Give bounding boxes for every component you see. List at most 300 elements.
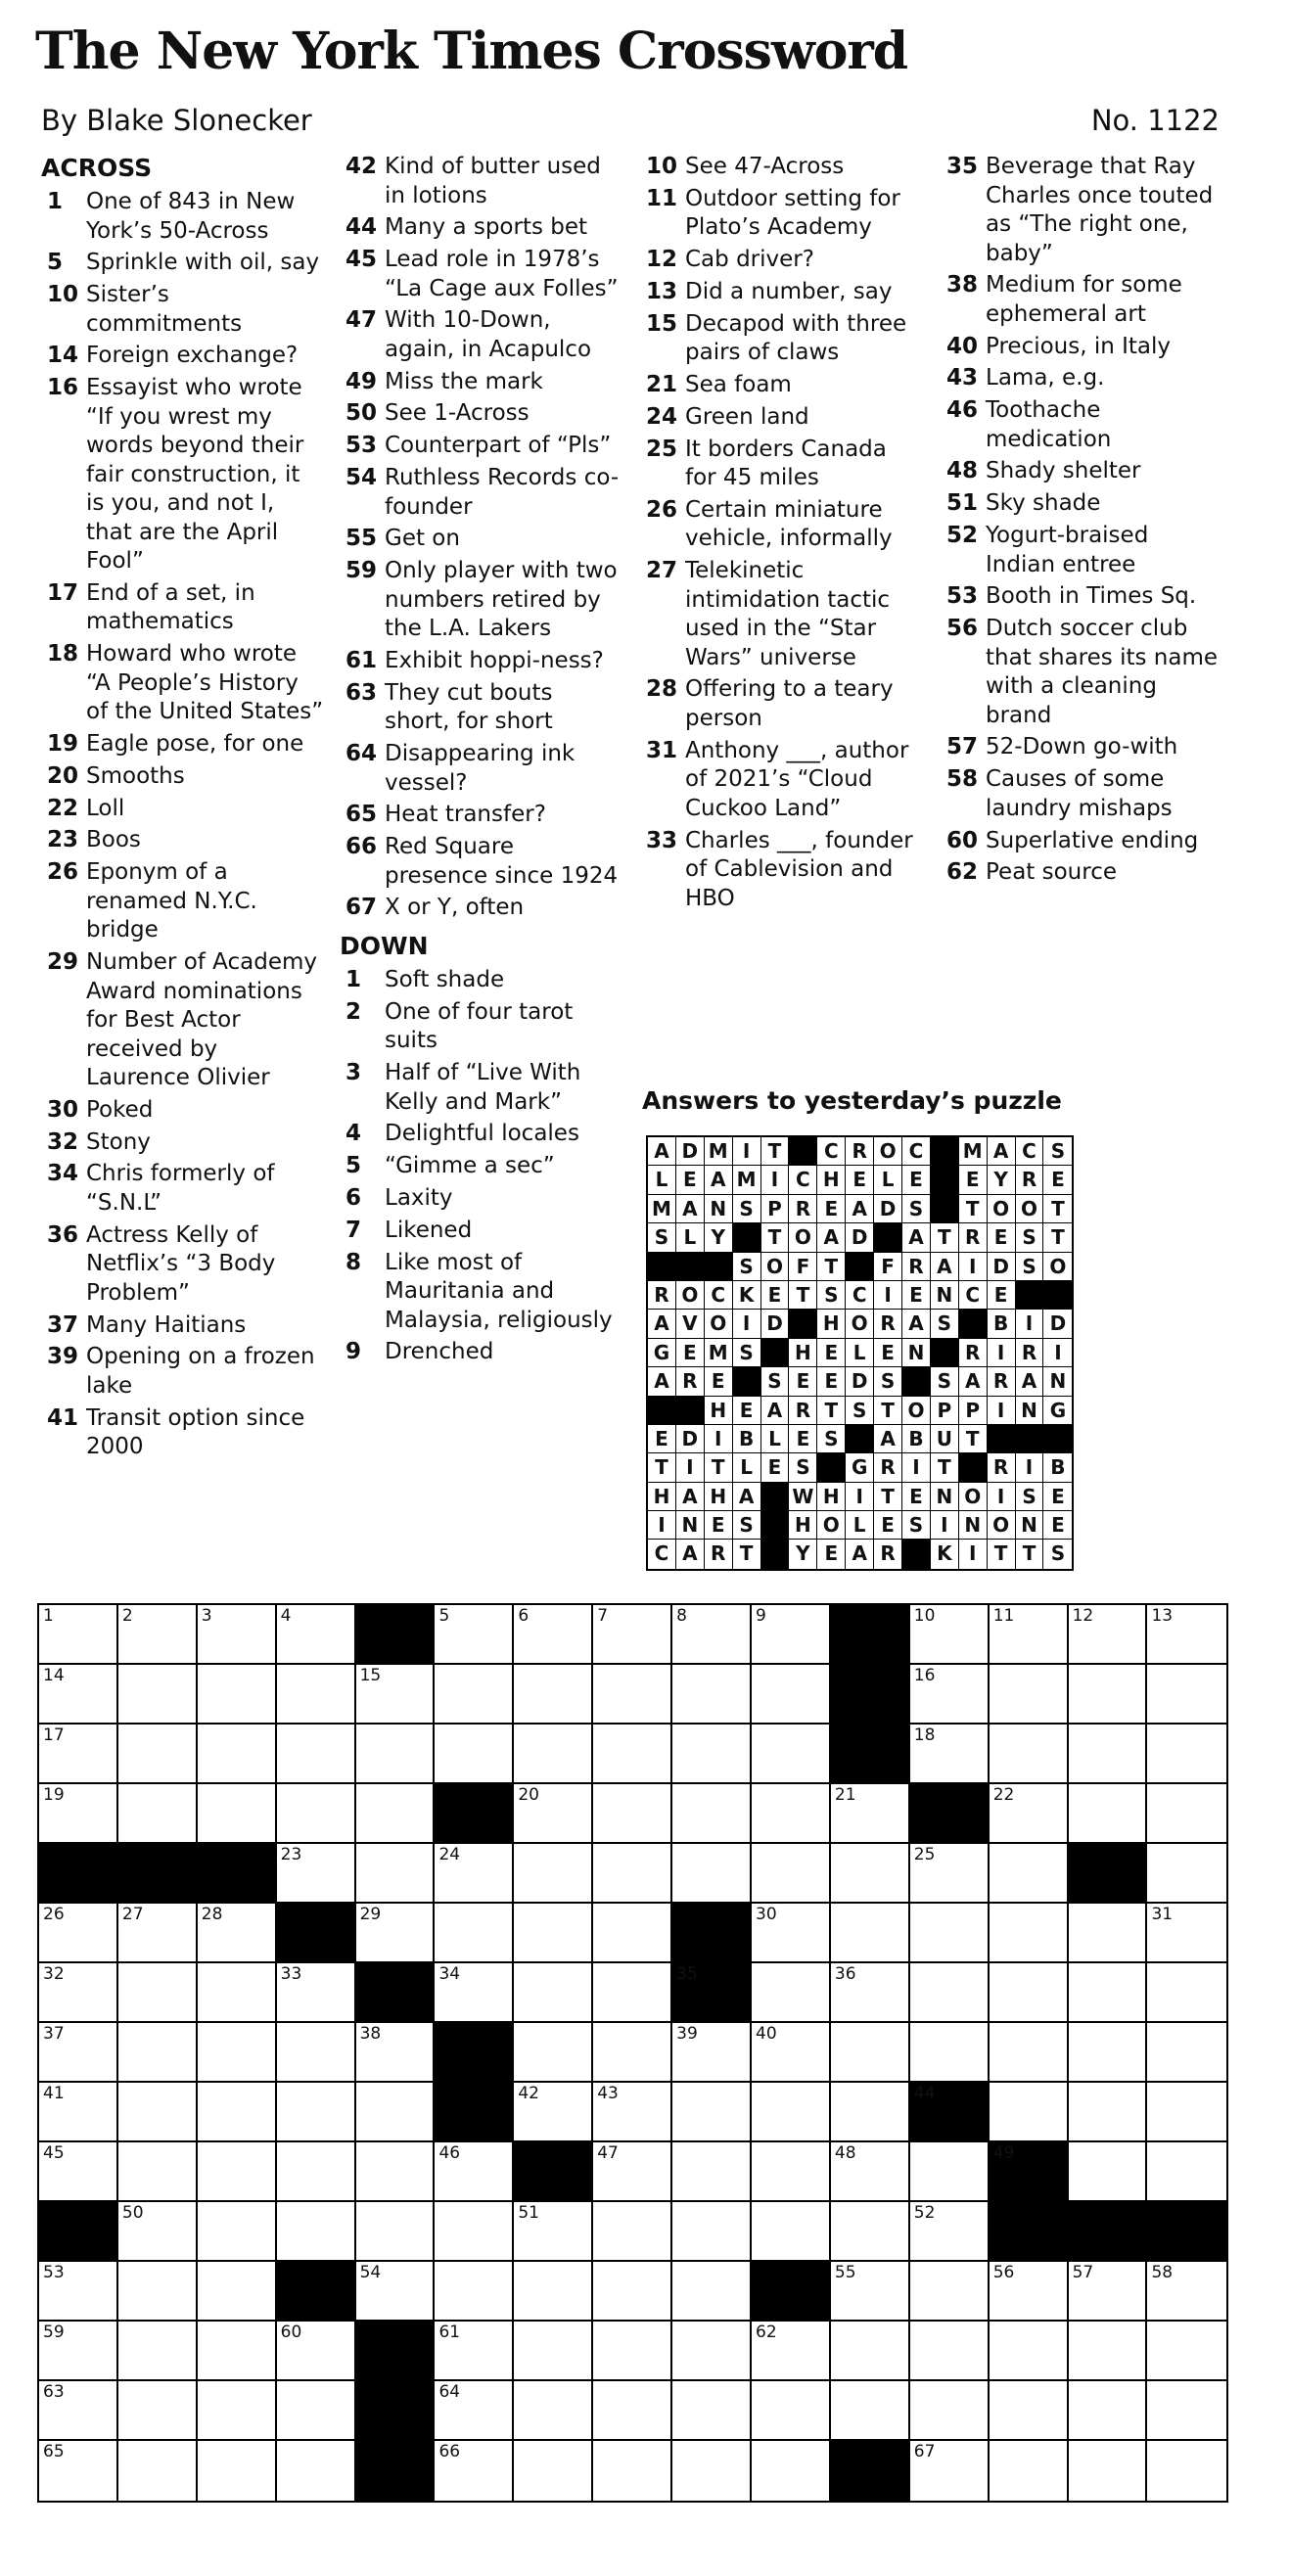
grid-cell[interactable] <box>118 1784 198 1844</box>
grid-cell[interactable] <box>831 2023 910 2083</box>
grid-cell[interactable] <box>990 2322 1069 2381</box>
grid-cell[interactable] <box>910 2322 990 2381</box>
answer-cell: C <box>648 1540 676 1568</box>
answer-black-square <box>846 1425 874 1453</box>
grid-cell[interactable] <box>118 2023 198 2083</box>
grid-cell[interactable] <box>277 1725 356 1784</box>
grid-cell[interactable] <box>39 2142 118 2202</box>
grid-cell[interactable] <box>831 2322 910 2381</box>
grid-cell[interactable] <box>198 2142 277 2202</box>
grid-cell[interactable] <box>356 2142 436 2202</box>
grid-number: 11 <box>992 1606 1015 1626</box>
page-title: The New York Times Crossword <box>35 22 908 81</box>
black-square <box>435 1784 514 1844</box>
down-heading: DOWN <box>340 931 429 960</box>
clue-number: 37 <box>47 1311 79 1338</box>
answer-cell: N <box>931 1281 959 1310</box>
answer-black-square <box>733 1367 761 1396</box>
grid-cell[interactable] <box>990 2083 1069 2142</box>
answer-cell: A <box>761 1397 790 1425</box>
grid-cell[interactable] <box>990 2023 1069 2083</box>
grid-cell[interactable] <box>118 2381 198 2441</box>
grid-cell[interactable] <box>1147 1844 1226 1904</box>
answer-cell: O <box>988 1511 1016 1540</box>
grid-cell[interactable] <box>752 2381 831 2441</box>
grid-cell[interactable] <box>39 1725 118 1784</box>
grid-cell[interactable] <box>831 2083 910 2142</box>
grid-cell[interactable] <box>593 2202 672 2262</box>
grid-cell[interactable] <box>672 2023 752 2083</box>
clue-text: Shady shelter <box>986 458 1141 484</box>
grid-cell[interactable] <box>1147 1784 1226 1844</box>
grid-cell[interactable] <box>277 1963 356 2023</box>
grid-cell[interactable] <box>435 2322 514 2381</box>
grid-cell[interactable] <box>356 2083 436 2142</box>
grid-cell[interactable] <box>990 1725 1069 1784</box>
grid-cell[interactable] <box>39 1665 118 1725</box>
grid-cell[interactable] <box>831 1784 910 1844</box>
grid-cell[interactable] <box>1147 2023 1226 2083</box>
grid-cell[interactable] <box>277 1605 356 1665</box>
grid-cell[interactable] <box>39 1605 118 1665</box>
grid-cell[interactable] <box>198 1665 277 1725</box>
grid-cell[interactable] <box>39 1904 118 1963</box>
answer-cell: E <box>1043 1483 1072 1511</box>
grid-cell[interactable] <box>1069 2262 1148 2322</box>
answer-cell: A <box>705 1166 733 1194</box>
grid-cell[interactable] <box>593 1665 672 1725</box>
grid-cell[interactable] <box>198 2322 277 2381</box>
grid-cell[interactable] <box>593 1605 672 1665</box>
grid-cell[interactable] <box>910 1725 990 1784</box>
grid-cell[interactable] <box>118 2441 198 2501</box>
grid-number: 61 <box>438 2323 461 2342</box>
grid-cell[interactable] <box>831 2262 910 2322</box>
grid-cell[interactable] <box>118 2322 198 2381</box>
clue-text: Number of Academy Award nominations for Best Actor received by Laurence Olivier <box>86 949 318 1091</box>
byline: By Blake Slonecker <box>41 104 312 137</box>
answer-cell: I <box>733 1137 761 1166</box>
grid-cell[interactable] <box>118 2142 198 2202</box>
grid-cell[interactable] <box>39 2441 118 2501</box>
grid-cell[interactable] <box>118 1963 198 2023</box>
across-clue-63 <box>340 679 623 737</box>
grid-cell[interactable] <box>435 1963 514 2023</box>
grid-cell[interactable] <box>752 2202 831 2262</box>
grid-cell[interactable] <box>1069 2381 1148 2441</box>
grid-cell[interactable] <box>1069 1665 1148 1725</box>
answer-cell: A <box>648 1310 676 1338</box>
grid-cell[interactable] <box>1069 2142 1148 2202</box>
grid-cell[interactable] <box>118 1904 198 1963</box>
grid-cell[interactable] <box>435 1605 514 1665</box>
grid-cell[interactable] <box>1069 2083 1148 2142</box>
grid-cell[interactable] <box>752 1844 831 1904</box>
clue-number: 1 <box>346 966 362 992</box>
answer-black-square <box>902 1367 931 1396</box>
answer-cell: E <box>705 1511 733 1540</box>
grid-cell[interactable] <box>118 2202 198 2262</box>
grid-cell[interactable] <box>672 1665 752 1725</box>
grid-cell[interactable] <box>672 2322 752 2381</box>
answer-cell: I <box>846 1483 874 1511</box>
clue-text: Kind of butter used in lotions <box>385 154 601 208</box>
grid-cell[interactable] <box>514 2322 593 2381</box>
grid-cell[interactable] <box>593 1963 672 2023</box>
grid-cell[interactable] <box>1147 1963 1226 2023</box>
grid-number: 1 <box>43 1606 54 1626</box>
grid-cell[interactable] <box>593 1904 672 1963</box>
grid-cell[interactable] <box>356 1844 436 1904</box>
answer-black-square <box>931 1137 959 1166</box>
grid-cell[interactable] <box>514 2023 593 2083</box>
grid-cell[interactable] <box>356 1904 436 1963</box>
grid-cell[interactable] <box>1147 1665 1226 1725</box>
grid-cell[interactable] <box>277 2322 356 2381</box>
grid-cell[interactable] <box>910 1665 990 1725</box>
grid-cell[interactable] <box>277 1665 356 1725</box>
across-clue-47 <box>340 306 623 364</box>
grid-cell[interactable] <box>910 1904 990 1963</box>
clue-text: It borders Canada for 45 miles <box>685 436 887 491</box>
grid-cell[interactable] <box>514 1725 593 1784</box>
answer-cell: S <box>902 1195 931 1223</box>
grid-cell[interactable] <box>514 2262 593 2322</box>
grid-cell[interactable] <box>1069 2322 1148 2381</box>
grid-cell[interactable] <box>910 1605 990 1665</box>
grid-cell[interactable] <box>593 2441 672 2501</box>
grid-cell[interactable] <box>435 2262 514 2322</box>
grid-cell[interactable] <box>672 2262 752 2322</box>
grid-cell[interactable] <box>752 2441 831 2501</box>
clue-text: Dutch soccer club that shares its name with a cleaning brand <box>986 616 1218 728</box>
grid-cell[interactable] <box>910 2262 990 2322</box>
grid-cell[interactable] <box>593 2322 672 2381</box>
grid-cell[interactable] <box>39 2023 118 2083</box>
grid-cell[interactable] <box>198 2441 277 2501</box>
across-clue-59 <box>340 557 623 644</box>
grid-cell[interactable] <box>198 2262 277 2322</box>
grid-cell[interactable] <box>593 1844 672 1904</box>
grid-cell[interactable] <box>1069 1963 1148 2023</box>
grid-cell[interactable] <box>831 1963 910 2023</box>
grid-cell[interactable] <box>198 1605 277 1665</box>
answer-cell: A <box>676 1483 705 1511</box>
black-square <box>356 1605 436 1665</box>
grid-cell[interactable] <box>1069 1725 1148 1784</box>
grid-cell[interactable] <box>514 2083 593 2142</box>
grid-cell[interactable] <box>277 2381 356 2441</box>
grid-cell[interactable] <box>593 2381 672 2441</box>
grid-cell[interactable] <box>990 1784 1069 1844</box>
grid-cell[interactable] <box>39 1784 118 1844</box>
clue-text: Exhibit hoppi-ness? <box>385 647 604 673</box>
grid-cell[interactable] <box>435 2142 514 2202</box>
grid-cell[interactable] <box>1147 2142 1226 2202</box>
answer-cell: T <box>959 1425 988 1453</box>
across-clue-53 <box>340 432 623 461</box>
grid-cell[interactable] <box>277 1844 356 1904</box>
clue-text: Eponym of a renamed N.Y.C. bridge <box>86 859 257 943</box>
grid-cell[interactable] <box>39 2083 118 2142</box>
grid-cell[interactable] <box>514 1665 593 1725</box>
grid-number: 43 <box>597 2084 619 2103</box>
grid-cell[interactable] <box>277 2083 356 2142</box>
answer-cell: I <box>705 1425 733 1453</box>
answers-grid <box>646 1135 1074 1571</box>
grid-cell[interactable] <box>752 1725 831 1784</box>
grid-cell[interactable] <box>277 1784 356 1844</box>
grid-cell[interactable] <box>198 1904 277 1963</box>
answer-cell: S <box>817 1281 846 1310</box>
grid-cell[interactable] <box>752 1963 831 2023</box>
answer-cell: K <box>733 1281 761 1310</box>
grid-cell[interactable] <box>1147 1904 1226 1963</box>
clue-text: Sprinkle with oil, say <box>86 250 320 276</box>
grid-cell[interactable] <box>752 1904 831 1963</box>
grid-cell[interactable] <box>277 2023 356 2083</box>
down-clue-4 <box>340 1120 623 1149</box>
clue-number: 7 <box>346 1217 362 1243</box>
grid-cell[interactable] <box>910 2441 990 2501</box>
grid-cell[interactable] <box>1147 1605 1226 1665</box>
grid-cell[interactable] <box>118 1605 198 1665</box>
answer-cell: H <box>705 1397 733 1425</box>
grid-cell[interactable] <box>990 2441 1069 2501</box>
grid-cell[interactable] <box>990 2262 1069 2322</box>
grid-cell[interactable] <box>1147 2441 1226 2501</box>
clue-number: 4 <box>346 1121 362 1147</box>
grid-cell[interactable] <box>514 1844 593 1904</box>
grid-cell[interactable] <box>198 2023 277 2083</box>
grid-cell[interactable] <box>1069 1605 1148 1665</box>
grid-number: 14 <box>43 1666 65 1685</box>
answer-cell: A <box>902 1310 931 1338</box>
down-clue-60 <box>941 827 1224 856</box>
clue-text: Lead role in 1978’s “La Cage aux Folles” <box>385 247 619 301</box>
grid-cell[interactable] <box>118 2262 198 2322</box>
grid-cell[interactable] <box>831 2202 910 2262</box>
answer-cell: R <box>874 1453 902 1482</box>
grid-cell[interactable] <box>910 1963 990 2023</box>
grid-cell[interactable] <box>831 2142 910 2202</box>
answer-cell: H <box>705 1483 733 1511</box>
grid-cell[interactable] <box>435 1665 514 1725</box>
grid-cell[interactable] <box>277 2441 356 2501</box>
grid-cell[interactable] <box>752 2322 831 2381</box>
grid-cell[interactable] <box>752 2142 831 2202</box>
grid-number: 31 <box>1151 1905 1174 1924</box>
grid-number: 18 <box>913 1725 936 1745</box>
answer-cell: N <box>705 1195 733 1223</box>
answer-cell: O <box>789 1223 817 1252</box>
answer-cell: S <box>1043 1137 1072 1166</box>
grid-cell[interactable] <box>672 1725 752 1784</box>
grid-cell[interactable] <box>593 1784 672 1844</box>
black-square <box>672 1904 752 1963</box>
clue-text: “Gimme a sec” <box>385 1153 555 1179</box>
grid-cell[interactable] <box>752 2023 831 2083</box>
clue-number: 3 <box>346 1060 362 1086</box>
grid-cell[interactable] <box>831 2381 910 2441</box>
clue-text: Red Square presence since 1924 <box>385 834 619 889</box>
clue-text: Delightful locales <box>385 1121 579 1147</box>
grid-cell[interactable] <box>277 2142 356 2202</box>
grid-cell[interactable] <box>198 2381 277 2441</box>
grid-cell[interactable] <box>672 1844 752 1904</box>
answer-cell: S <box>733 1253 761 1281</box>
grid-cell[interactable] <box>990 1844 1069 1904</box>
grid-cell[interactable] <box>1147 2322 1226 2381</box>
clue-text: Opening on a frozen lake <box>86 1344 315 1399</box>
grid-cell[interactable] <box>672 2083 752 2142</box>
grid-cell[interactable] <box>39 2381 118 2441</box>
grid-cell[interactable] <box>435 1844 514 1904</box>
grid-cell[interactable] <box>910 2023 990 2083</box>
grid-cell[interactable] <box>1147 2262 1226 2322</box>
answer-cell: R <box>676 1367 705 1396</box>
answer-cell: S <box>1016 1253 1044 1281</box>
grid-cell[interactable] <box>435 2202 514 2262</box>
grid-cell[interactable] <box>1147 2083 1226 2142</box>
grid-cell[interactable] <box>514 1904 593 1963</box>
grid-cell[interactable] <box>435 2441 514 2501</box>
grid-cell[interactable] <box>198 1963 277 2023</box>
grid-cell[interactable] <box>514 1963 593 2023</box>
grid-cell[interactable] <box>1069 1784 1148 1844</box>
down-clue-27 <box>640 557 924 672</box>
answer-cell: E <box>761 1453 790 1482</box>
black-square <box>752 2262 831 2322</box>
grid-cell[interactable] <box>910 1844 990 1904</box>
down-clue-10 <box>640 153 924 182</box>
grid-cell[interactable] <box>752 1665 831 1725</box>
grid-cell[interactable] <box>593 2142 672 2202</box>
answer-cell: T <box>733 1540 761 1568</box>
grid-cell[interactable] <box>593 2023 672 2083</box>
grid-cell[interactable] <box>1069 1904 1148 1963</box>
clue-number: 8 <box>346 1249 362 1275</box>
answer-cell: Y <box>789 1540 817 1568</box>
grid-cell[interactable] <box>672 2202 752 2262</box>
grid-cell[interactable] <box>593 2083 672 2142</box>
grid-cell[interactable] <box>277 2202 356 2262</box>
clue-number: 46 <box>946 397 979 424</box>
answer-black-square <box>931 1195 959 1223</box>
answer-cell: S <box>1016 1223 1044 1252</box>
answer-cell: S <box>733 1195 761 1223</box>
grid-cell[interactable] <box>118 1665 198 1725</box>
grid-cell[interactable] <box>910 2202 990 2262</box>
grid-cell[interactable] <box>1069 2023 1148 2083</box>
grid-cell[interactable] <box>198 2202 277 2262</box>
grid-cell[interactable] <box>356 2262 436 2322</box>
grid-cell[interactable] <box>1069 2441 1148 2501</box>
answer-cell: N <box>1016 1511 1044 1540</box>
grid-cell[interactable] <box>514 1605 593 1665</box>
clue-text: Disappearing ink vessel? <box>385 741 576 796</box>
grid-cell[interactable] <box>435 2381 514 2441</box>
grid-cell[interactable] <box>831 1904 910 1963</box>
grid-cell[interactable] <box>672 1784 752 1844</box>
grid-cell[interactable] <box>752 2083 831 2142</box>
grid-cell[interactable] <box>198 1725 277 1784</box>
grid-cell[interactable] <box>910 2142 990 2202</box>
grid-cell[interactable] <box>990 1904 1069 1963</box>
grid-cell[interactable] <box>1147 2381 1226 2441</box>
answer-cell: R <box>874 1540 902 1568</box>
grid-cell[interactable] <box>990 2381 1069 2441</box>
grid-cell[interactable] <box>356 1784 436 1844</box>
answer-black-square <box>676 1253 705 1281</box>
grid-cell[interactable] <box>831 1844 910 1904</box>
grid-cell[interactable] <box>514 1784 593 1844</box>
grid-cell[interactable] <box>593 2262 672 2322</box>
grid-cell[interactable] <box>356 2202 436 2262</box>
clue-number: 29 <box>47 949 79 976</box>
answer-cell: E <box>789 1367 817 1396</box>
answer-cell: C <box>1016 1137 1044 1166</box>
grid-cell[interactable] <box>672 2441 752 2501</box>
grid-cell[interactable] <box>514 2202 593 2262</box>
grid-cell[interactable] <box>990 1665 1069 1725</box>
grid-cell[interactable] <box>990 1963 1069 2023</box>
grid-cell[interactable] <box>118 2083 198 2142</box>
grid-cell[interactable] <box>990 1605 1069 1665</box>
across-clue-16 <box>41 374 325 576</box>
clue-number: 11 <box>646 185 678 211</box>
grid-cell[interactable] <box>198 2083 277 2142</box>
answer-cell: S <box>733 1511 761 1540</box>
clue-number: 24 <box>646 403 678 430</box>
answer-cell: T <box>705 1453 733 1482</box>
grid-cell[interactable] <box>435 1904 514 1963</box>
black-square <box>435 2023 514 2083</box>
black-square <box>198 1844 277 1904</box>
grid-cell[interactable] <box>39 2262 118 2322</box>
grid-cell[interactable] <box>39 1963 118 2023</box>
grid-cell[interactable] <box>672 1605 752 1665</box>
clue-text: Sister’s commitments <box>86 282 243 337</box>
answer-cell: T <box>761 1137 790 1166</box>
answer-cell: L <box>648 1166 676 1194</box>
grid-cell[interactable] <box>672 2142 752 2202</box>
down-clue-2 <box>340 998 623 1056</box>
grid-number: 10 <box>913 1606 936 1626</box>
black-square <box>831 1725 910 1784</box>
grid-cell[interactable] <box>910 2381 990 2441</box>
grid-cell[interactable] <box>356 1665 436 1725</box>
grid-cell[interactable] <box>752 1784 831 1844</box>
clue-text: Soft shade <box>385 966 505 992</box>
grid-cell[interactable] <box>1147 1725 1226 1784</box>
grid-cell[interactable] <box>118 1725 198 1784</box>
grid-cell[interactable] <box>356 2023 436 2083</box>
grid-cell[interactable] <box>593 1725 672 1784</box>
answer-cell: O <box>846 1310 874 1338</box>
grid-cell[interactable] <box>514 2381 593 2441</box>
grid-cell[interactable] <box>514 2441 593 2501</box>
grid-cell[interactable] <box>356 1725 436 1784</box>
answer-cell: T <box>817 1253 846 1281</box>
grid-cell[interactable] <box>198 1784 277 1844</box>
grid-number: 19 <box>43 1785 65 1805</box>
clue-number: 35 <box>946 154 979 179</box>
grid-cell[interactable] <box>752 1605 831 1665</box>
grid-cell[interactable] <box>39 2322 118 2381</box>
grid-cell[interactable] <box>435 1725 514 1784</box>
grid-cell[interactable] <box>672 2381 752 2441</box>
